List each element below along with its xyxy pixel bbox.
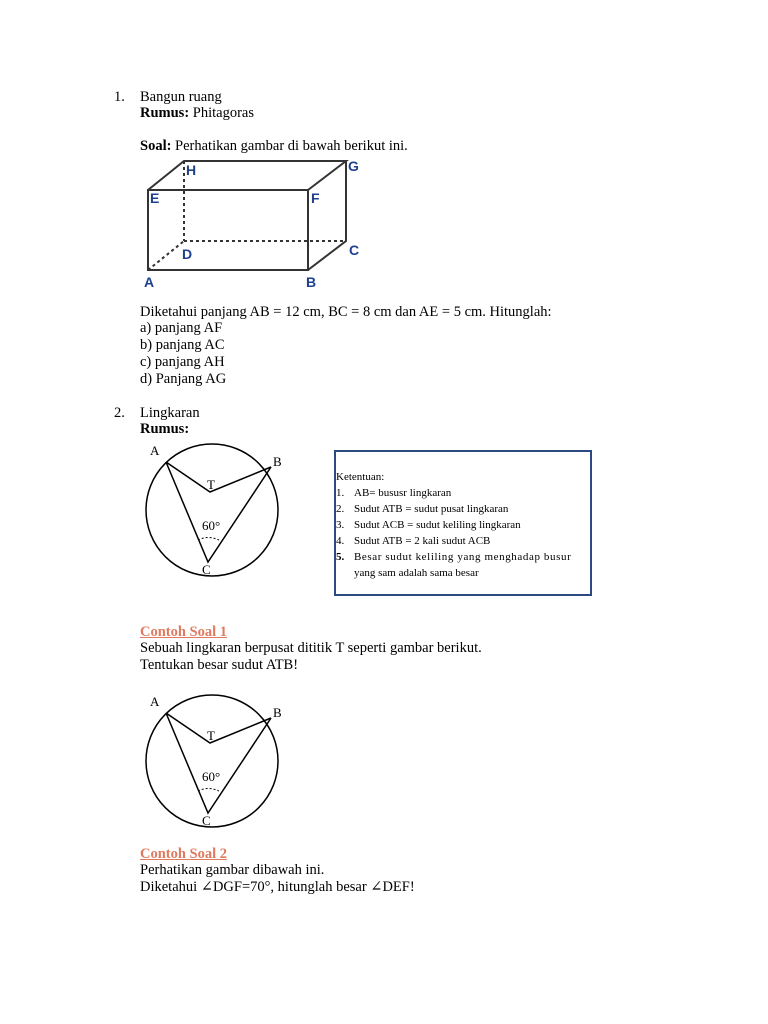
contoh-soal-1-title[interactable]: Contoh Soal 1 [140,624,228,640]
q1-rumus [140,105,254,122]
ketentuan-item: 4. Sudut ATB = 2 kali sudut ACB [336,535,491,547]
inscribed-angle-lines [166,462,271,562]
inscribed-angle-lines [166,713,271,813]
cuboid-top-edges [148,161,346,190]
label-H: H [186,162,197,178]
cuboid-right-edges [308,161,346,270]
label-G: G [348,158,359,174]
circle-label-B: B [273,454,282,469]
q1-given: Diketahui panjang AB = 12 cm, BC = 8 cm dan AE = 5 cm. Hitunglah: [140,304,552,320]
angle-arc [198,789,219,792]
ketentuan-title: Ketentuan: [336,471,385,483]
circle-label-B: B [273,705,282,720]
label-E: E [150,190,160,206]
soal-label: Soal: [140,138,172,154]
label-D: D [182,246,193,262]
circle-label-C: C [202,813,211,828]
contoh-soal-2-title[interactable]: Contoh Soal 2 [140,846,228,862]
q1-item-a: a) panjang AF [140,320,223,336]
q1-item-c: c) panjang AH [140,354,225,370]
central-angle-lines [166,713,271,743]
soal-text: Perhatikan gambar di bawah berikut ini. [175,138,408,154]
circle-label-angle: 60° [202,518,221,533]
circle-label-T: T [207,477,215,492]
circle-label-A: A [150,694,160,709]
contoh-soal-2-line2: Diketahui ∠DGF=70°, hitunglah besar ∠DEF! [140,879,415,895]
label-A: A [144,274,155,290]
circle-label-C: C [202,562,211,577]
ketentuan-item: 3. Sudut ACB = sudut keliling lingkaran [336,519,521,531]
cuboid-hidden-edges [148,161,346,270]
q1-soal [140,138,408,155]
contoh-soal-1-line2: Tentukan besar sudut ATB! [140,657,299,673]
label-F: F [311,190,320,206]
cuboid-front-face [148,190,308,270]
circle-figure-rumus [140,442,290,582]
label-B: B [306,274,317,290]
q1-item-b: b) panjang AC [140,337,225,353]
q2-title: Lingkaran [140,405,200,421]
q1-item-d: d) Panjang AG [140,371,227,387]
contoh-soal-2-line1: Perhatikan gambar dibawah ini. [140,862,325,878]
circle-figure-contoh1 [140,693,290,833]
ketentuan-item: 1. AB= bususr lingkaran [336,487,452,499]
ketentuan-item: yang sam adalah sama besar [354,567,479,579]
ketentuan-item: 2. Sudut ATB = sudut pusat lingkaran [336,503,509,515]
rumus-label: Rumus: [140,105,190,121]
cuboid-figure [138,155,378,290]
q2-number: 2. [114,405,125,421]
ketentuan-box [334,450,592,596]
rumus-value: Phitagoras [192,105,254,121]
angle-arc [198,538,219,541]
q1-title: Bangun ruang [140,89,222,105]
q2-rumus-label: Rumus: [140,421,190,437]
central-angle-lines [166,462,271,492]
contoh-soal-1-line1: Sebuah lingkaran berpusat dititik T seperti gambar berikut. [140,640,482,656]
q1-number: 1. [114,89,125,105]
ketentuan-item: 5. Besar sudut keliling yang menghadap busur [336,551,572,563]
circle-label-angle: 60° [202,769,221,784]
circle-label-T: T [207,728,215,743]
label-C: C [349,242,360,258]
circle-label-A: A [150,443,160,458]
